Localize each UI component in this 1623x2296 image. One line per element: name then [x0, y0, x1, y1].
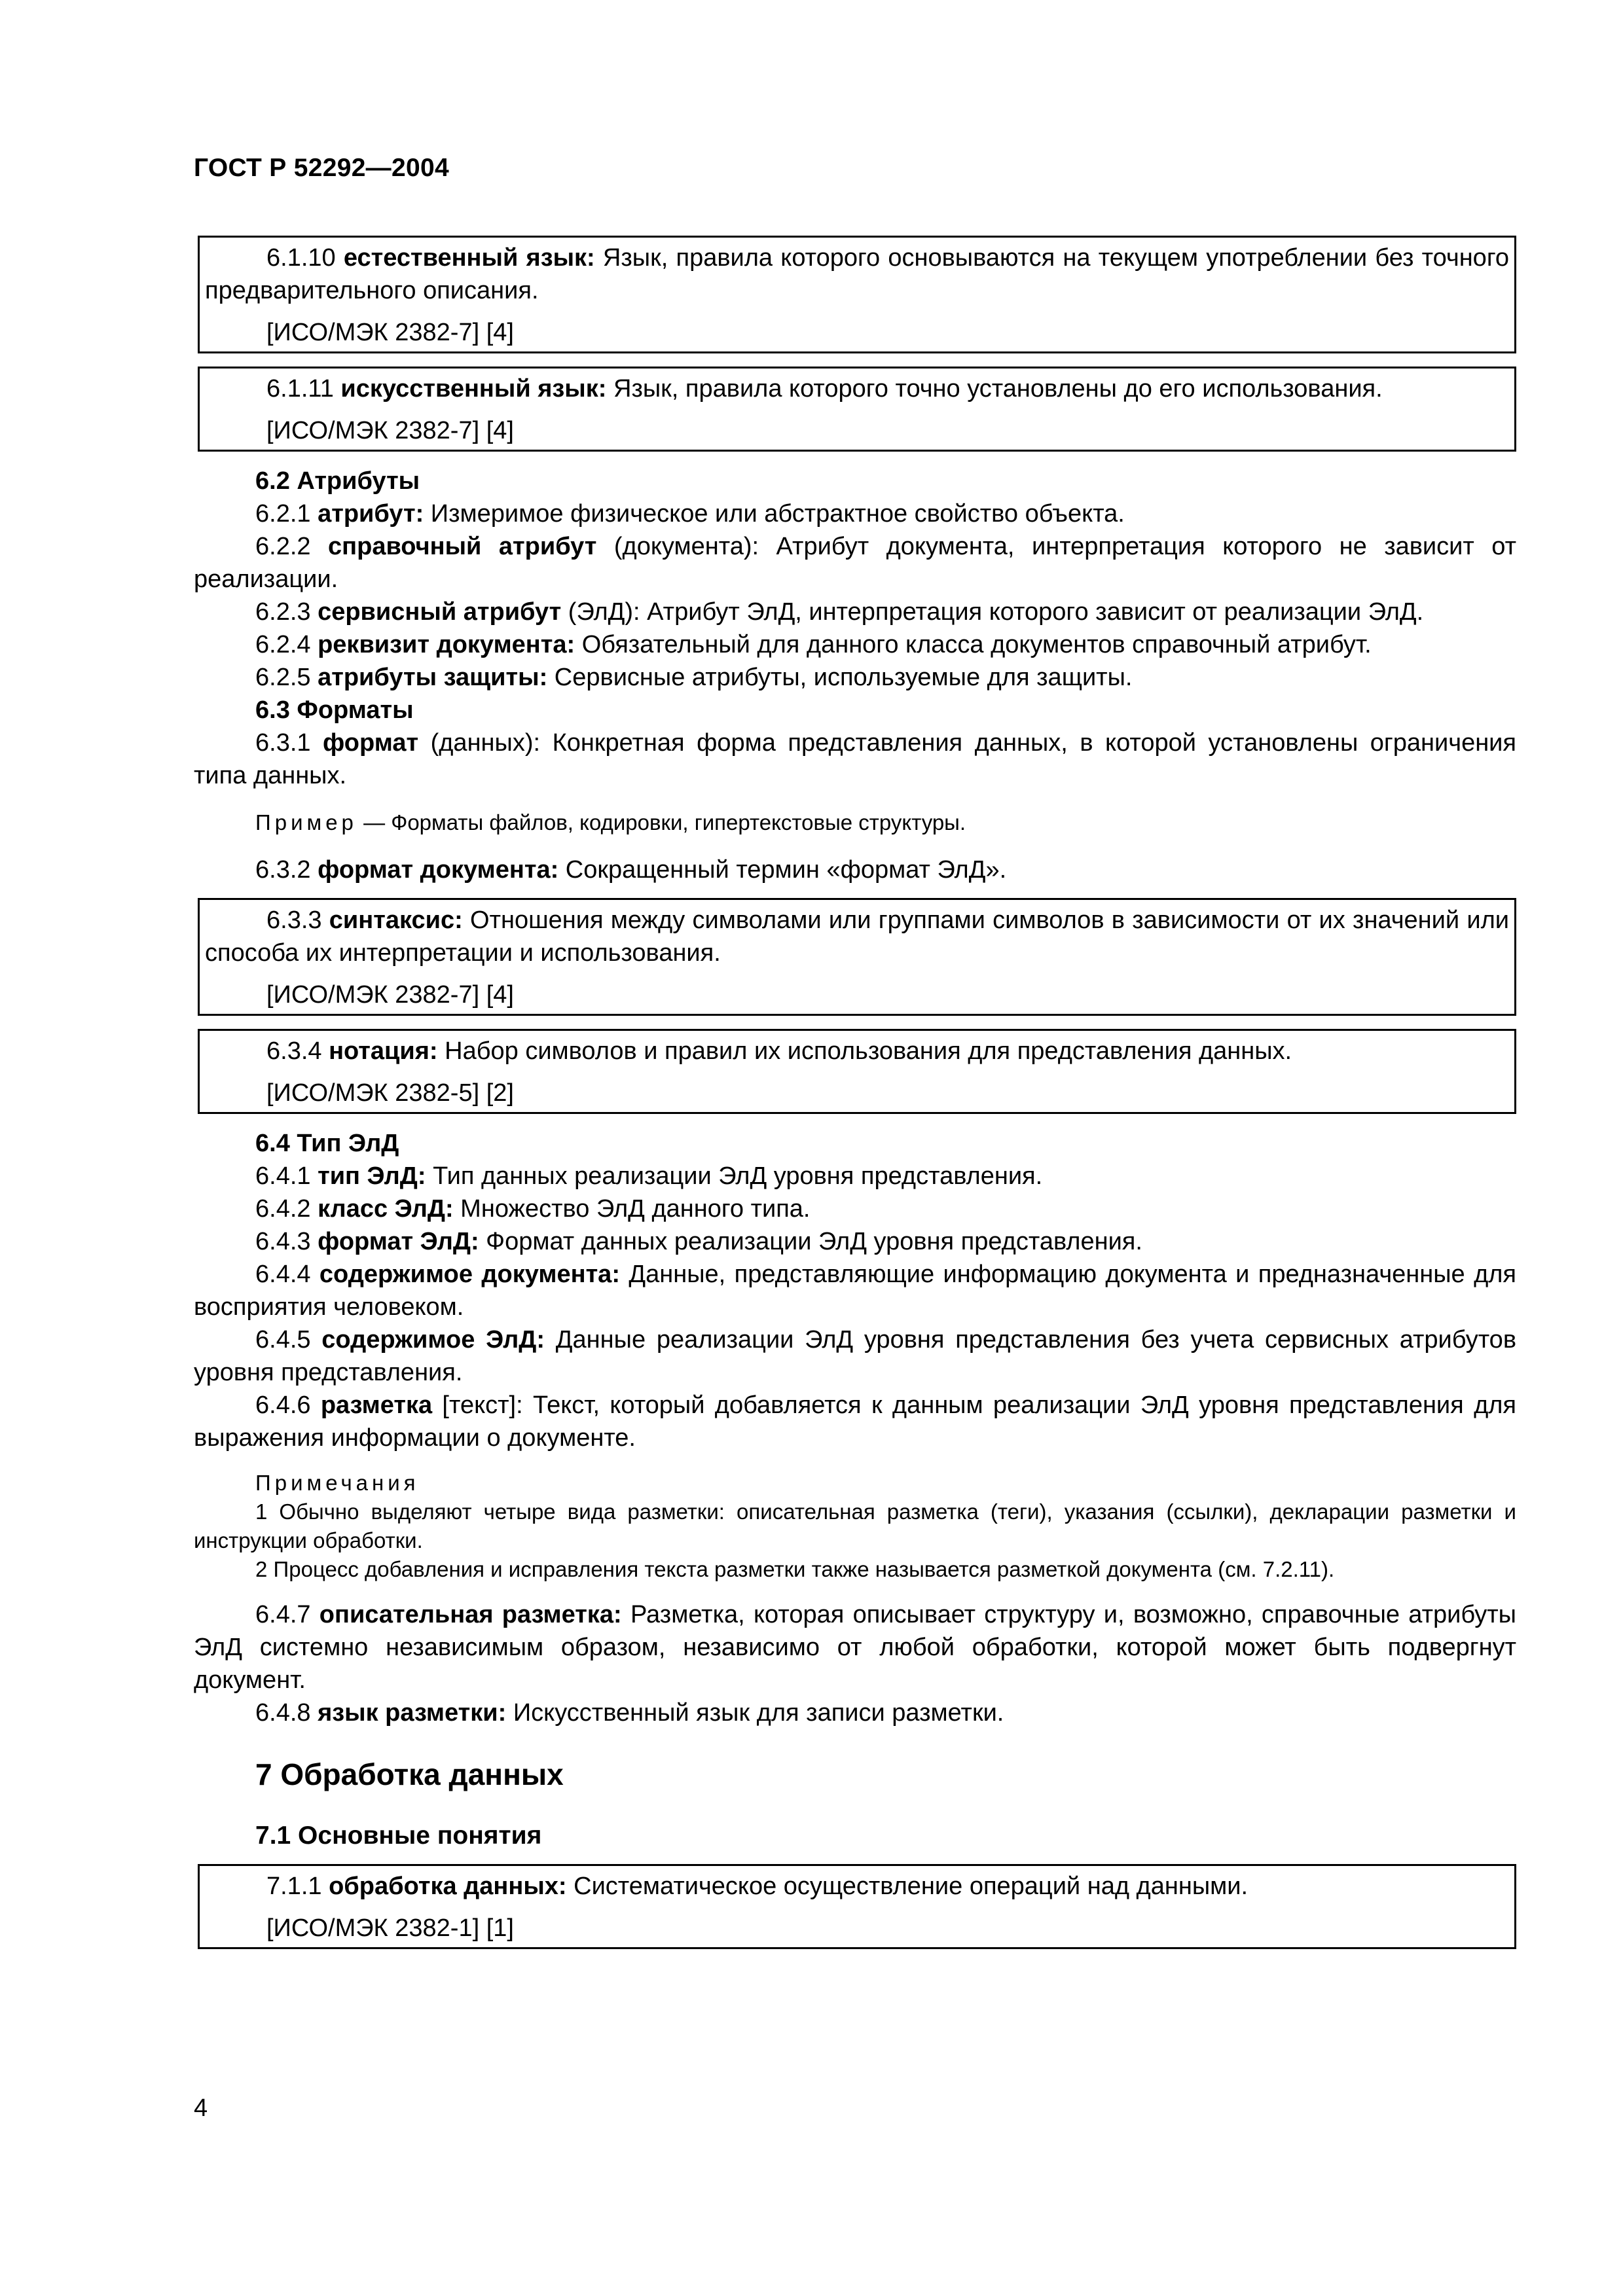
- section-heading-6-2: 6.2 Атрибуты: [255, 467, 420, 495]
- term-entry: 6.4.4 содержимое документа: Данные, представляющие информацию документа и предназначенные для восприятия человеком.: [194, 1261, 1516, 1321]
- term-name: естественный язык:: [343, 244, 595, 272]
- example-label: Пример: [255, 810, 357, 834]
- term-number: 6.1.11: [266, 375, 341, 403]
- example-note: [194, 806, 1516, 839]
- section-heading-7-1: 7.1 Основные понятия: [255, 1821, 542, 1850]
- term-entry: 6.4.2 класс ЭлД: Множество ЭлД данного типа.: [255, 1195, 811, 1223]
- term-definition: Язык, правила которого основываются на текущем употреблении без точного предварительного описания.: [205, 244, 1509, 304]
- term-entry: 6.4.1 тип ЭлД: Тип данных реализации ЭлД уровня представления.: [255, 1162, 1043, 1190]
- term-box-6-3-4: [198, 1029, 1516, 1114]
- term-entry: 6.2.1 атрибут: Измеримое физическое или абстрактное свойство объекта.: [255, 500, 1125, 528]
- term-reference: [ИСО/МЭК 2382-5] [2]: [266, 1079, 514, 1107]
- term-reference: [ИСО/МЭК 2382-7] [4]: [266, 981, 514, 1009]
- example-text: — Форматы файлов, кодировки, гипертекстовые структуры.: [357, 810, 966, 834]
- note-item: 2 Процесс добавления и исправления текста разметки также называется разметкой документа (см. 7.2.11).: [255, 1557, 1335, 1581]
- term-box-6-1-10: [198, 236, 1516, 353]
- term-reference: [ИСО/МЭК 2382-7] [4]: [266, 417, 514, 444]
- term-entry: [205, 372, 1509, 405]
- term-entry: 6.3.4 нотация: Набор символов и правил их использования для представления данных.: [266, 1037, 1292, 1065]
- section-heading-6-4: 6.4 Тип ЭлД: [255, 1130, 399, 1157]
- term-name: искусственный язык:: [340, 375, 607, 403]
- notes-block: [194, 1469, 1516, 1584]
- section-heading-7: 7 Обработка данных: [255, 1757, 564, 1791]
- term-box-6-1-11: [198, 367, 1516, 452]
- note-item: 1 Обычно выделяют четыре вида разметки: описательная разметка (теги), указания (ссылки), декларации разметки и инструкции обработки.: [194, 1499, 1516, 1552]
- notes-label: Примечания: [255, 1471, 420, 1495]
- term-definition: Язык, правила которого точно установлены до его использования.: [606, 375, 1383, 403]
- term-entry: 6.4.3 формат ЭлД: Формат данных реализации ЭлД уровня представления.: [255, 1228, 1142, 1255]
- term-entry: 6.4.6 разметка [текст]: Текст, который добавляется к данным реализации ЭлД уровня представления для выражения информации о документе.: [194, 1391, 1516, 1452]
- term-entry: 6.4.7 описательная разметка: Разметка, которая описывает структуру и, возможно, справочные атрибуты ЭлД системно независимым образом, независимо от любой обработки, которой может быть подвергнут документ.: [194, 1601, 1516, 1694]
- term-box-6-3-3: [198, 898, 1516, 1016]
- term-reference: [ИСО/МЭК 2382-1] [1]: [266, 1914, 514, 1942]
- term-entry: 6.2.2 справочный атрибут (документа): Атрибут документа, интерпретация которого не зависит от реализации.: [194, 533, 1516, 593]
- term-reference: [ИСО/МЭК 2382-7] [4]: [266, 319, 514, 346]
- term-entry: 7.1.1 обработка данных: Систематическое осуществление операций над данными.: [266, 1873, 1249, 1900]
- term-number: 6.1.10: [266, 244, 344, 272]
- term-entry: 6.2.3 сервисный атрибут (ЭлД): Атрибут ЭлД, интерпретация которого зависит от реализации ЭлД.: [255, 598, 1424, 626]
- term-box-7-1-1: [198, 1864, 1516, 1949]
- page-number: 4: [194, 2094, 208, 2122]
- term-entry: 6.4.5 содержимое ЭлД: Данные реализации ЭлД уровня представления без учета сервисных атрибутов уровня представления.: [194, 1326, 1517, 1386]
- term-entry: 6.3.3 синтаксис: Отношения между символами или группами символов в зависимости от их значений или способа их интерпретации и использования.: [205, 906, 1509, 967]
- term-entry: 6.3.2 формат документа: Сокращенный термин «формат ЭлД».: [255, 856, 1007, 884]
- term-entry: 6.4.8 язык разметки: Искусственный язык для записи разметки.: [255, 1699, 1004, 1727]
- page-content: [194, 236, 1516, 1949]
- term-entry: 6.2.5 атрибуты защиты: Сервисные атрибуты, используемые для защиты.: [255, 664, 1133, 691]
- term-entry: [205, 242, 1509, 307]
- term-entry: 6.2.4 реквизит документа: Обязательный для данного класса документов справочный атрибут.: [255, 631, 1372, 658]
- section-heading-6-3: 6.3 Форматы: [255, 696, 414, 724]
- document-header: ГОСТ Р 52292—2004: [194, 154, 449, 182]
- term-entry: 6.3.1 формат (данных): Конкретная форма представления данных, в которой установлены ограничения типа данных.: [194, 729, 1516, 789]
